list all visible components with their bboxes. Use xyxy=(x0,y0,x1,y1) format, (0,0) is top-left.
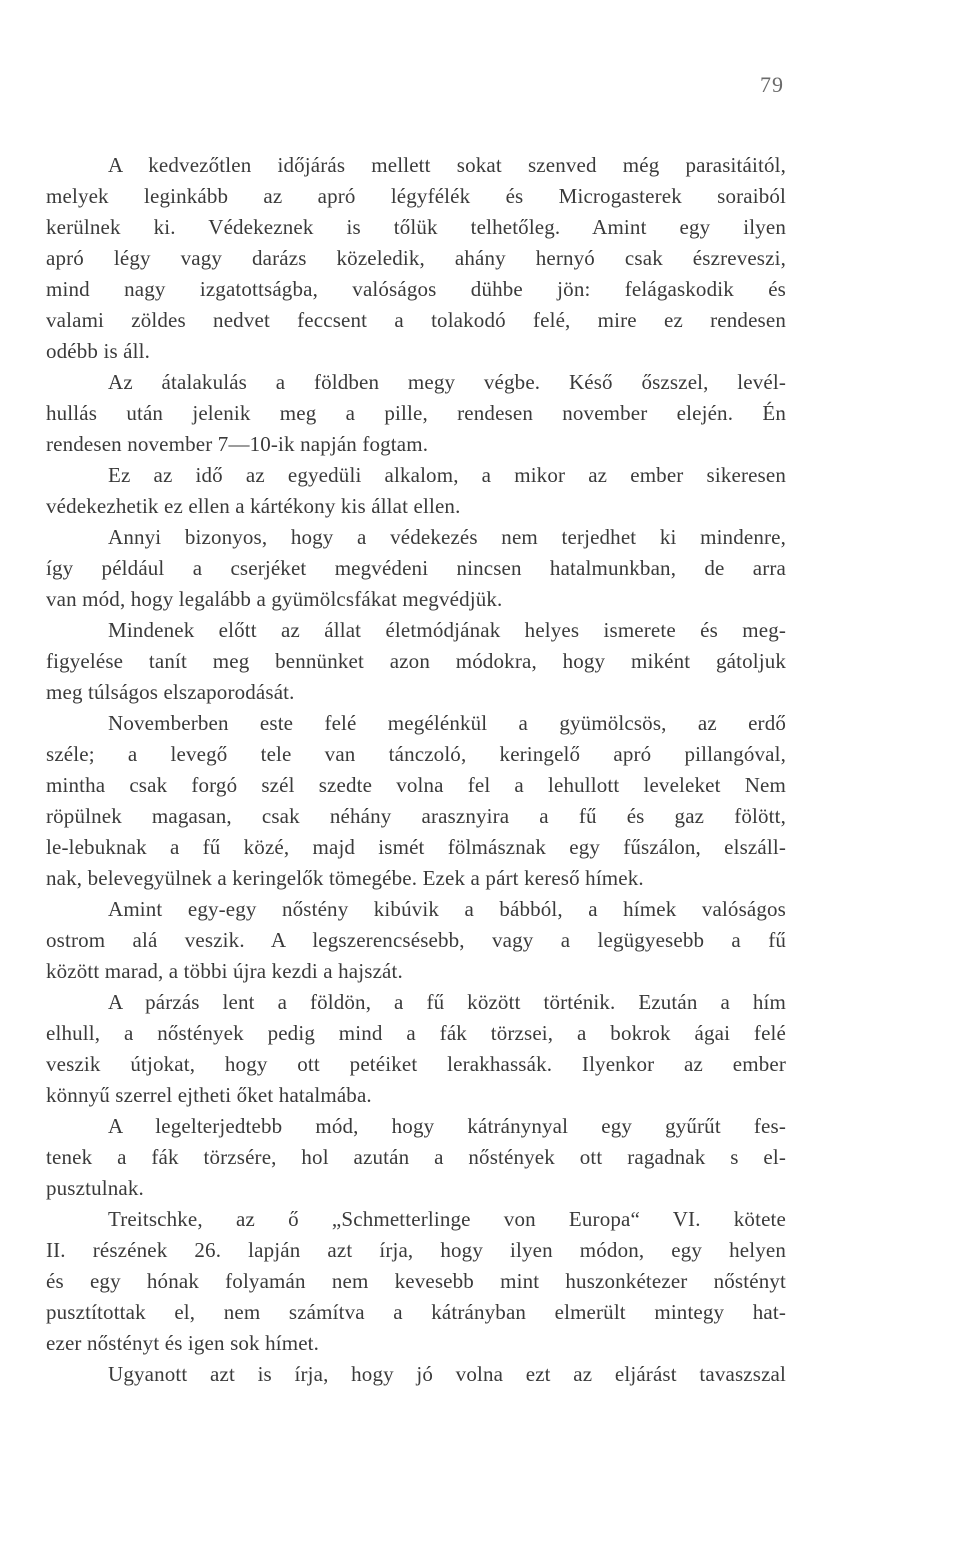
text-line: Treitschke, az ő „Schmetterlinge von Europa“ VI. kötete xyxy=(108,1207,786,1231)
text-line: könnyű szerrel ejtheti őket hatalmába. xyxy=(46,1083,372,1107)
text-line: valami zöldes nedvet feccsent a tolakodó felé, mire ez rendesen xyxy=(46,308,786,332)
text-line: nak, belevegyülnek a keringelők tömegébe. Ezek a párt kereső hímek. xyxy=(46,866,644,890)
text-line: Ugyanott azt is írja, hogy jó volna ezt az eljárást tavaszszal xyxy=(108,1362,786,1386)
text-line: így például a cserjéket megvédeni nincsen hatalmunkban, de arra xyxy=(46,556,786,580)
text-line: Annyi bizonyos, hogy a védekezés nem terjedhet ki mindenre, xyxy=(108,525,786,549)
text-line: Az átalakulás a földben megy végbe. Késő őszszel, levél- xyxy=(108,370,786,394)
text-line: tenek a fák törzsére, hol azután a nőstények ott ragadnak s el- xyxy=(46,1145,786,1169)
text-line: kerülnek ki. Védekeznek is tőlük telhetőleg. Amint egy ilyen xyxy=(46,215,786,239)
text-line: Mindenek előtt az állat életmódjának helyes ismerete és meg- xyxy=(108,618,786,642)
text-line: le-lebuknak a fű közé, majd ismét fölmásznak egy fűszálon, elszáll- xyxy=(46,835,786,859)
text-line: széle; a levegő tele van tánczoló, keringelő apró pillangóval, xyxy=(46,742,786,766)
text-line: között marad, a többi újra kezdi a hajszát. xyxy=(46,959,403,983)
text-line: ezer nőstényt és igen sok hímet. xyxy=(46,1331,320,1355)
text-line: pusztítottak el, nem számítva a kátrányban elmerült mintegy hat- xyxy=(46,1300,786,1324)
text-line: melyek leginkább az apró légyfélék és Microgasterek soraiból xyxy=(46,184,786,208)
text-line: figyelése tanít meg bennünket azon módokra, hogy miként gátoljuk xyxy=(46,649,786,673)
text-line: Novemberben este felé megélénkül a gyümölcsös, az erdő xyxy=(108,711,786,735)
text-line: II. részének 26. lapján azt írja, hogy ilyen módon, egy helyen xyxy=(46,1238,786,1262)
page-number: 79 xyxy=(760,72,784,97)
text-line: odébb is áll. xyxy=(46,339,151,363)
text-line: van mód, hogy legalább a gyümölcsfákat megvédjük. xyxy=(46,587,503,611)
text-line: és egy hónak folyamán nem kevesebb mint huszonkétezer nőstényt xyxy=(46,1269,786,1293)
text-line: védekezhetik ez ellen a kártékony kis állat ellen. xyxy=(46,494,461,518)
text-line: A legelterjedtebb mód, hogy kátránynyal egy gyűrűt fes- xyxy=(108,1114,786,1138)
text-line: mintha csak forgó szél szedte volna fel a lehullott leveleket Nem xyxy=(46,773,786,797)
text-line: apró légy vagy darázs közeledik, ahány hernyó csak észreveszi, xyxy=(46,246,786,270)
text-line: A kedvezőtlen időjárás mellett sokat szenved még parasitáitól, xyxy=(108,153,786,177)
text-line: hullás után jelenik meg a pille, rendesen november elején. Én xyxy=(46,401,786,425)
text-line: meg túlságos elszaporodását. xyxy=(46,680,295,704)
body-text xyxy=(46,150,786,1390)
text-line: ostrom alá veszik. A legszerencsésebb, vagy a legügyesebb a fű xyxy=(46,928,786,952)
text-line: veszik útjokat, hogy ott petéiket lerakhassák. Ilyenkor az ember xyxy=(46,1052,786,1076)
text-line: Amint egy-egy nőstény kibúvik a bábból, a hímek valóságos xyxy=(108,897,786,921)
text-line: A párzás lent a földön, a fű között történik. Ezután a hím xyxy=(108,990,786,1014)
text-line: elhull, a nőstények pedig mind a fák törzsei, a bokrok ágai felé xyxy=(46,1021,786,1045)
text-line: rendesen november 7—10-ik napján fogtam. xyxy=(46,432,429,456)
text-line: röpülnek magasan, csak néhány arasznyira a fű és gaz fölött, xyxy=(46,804,786,828)
text-line: Ez az idő az egyedüli alkalom, a mikor az ember sikeresen xyxy=(108,463,786,487)
text-line: mind nagy izgatottságba, valóságos dühbe jön: felágaskodik és xyxy=(46,277,786,301)
text-line: pusztulnak. xyxy=(46,1176,144,1200)
